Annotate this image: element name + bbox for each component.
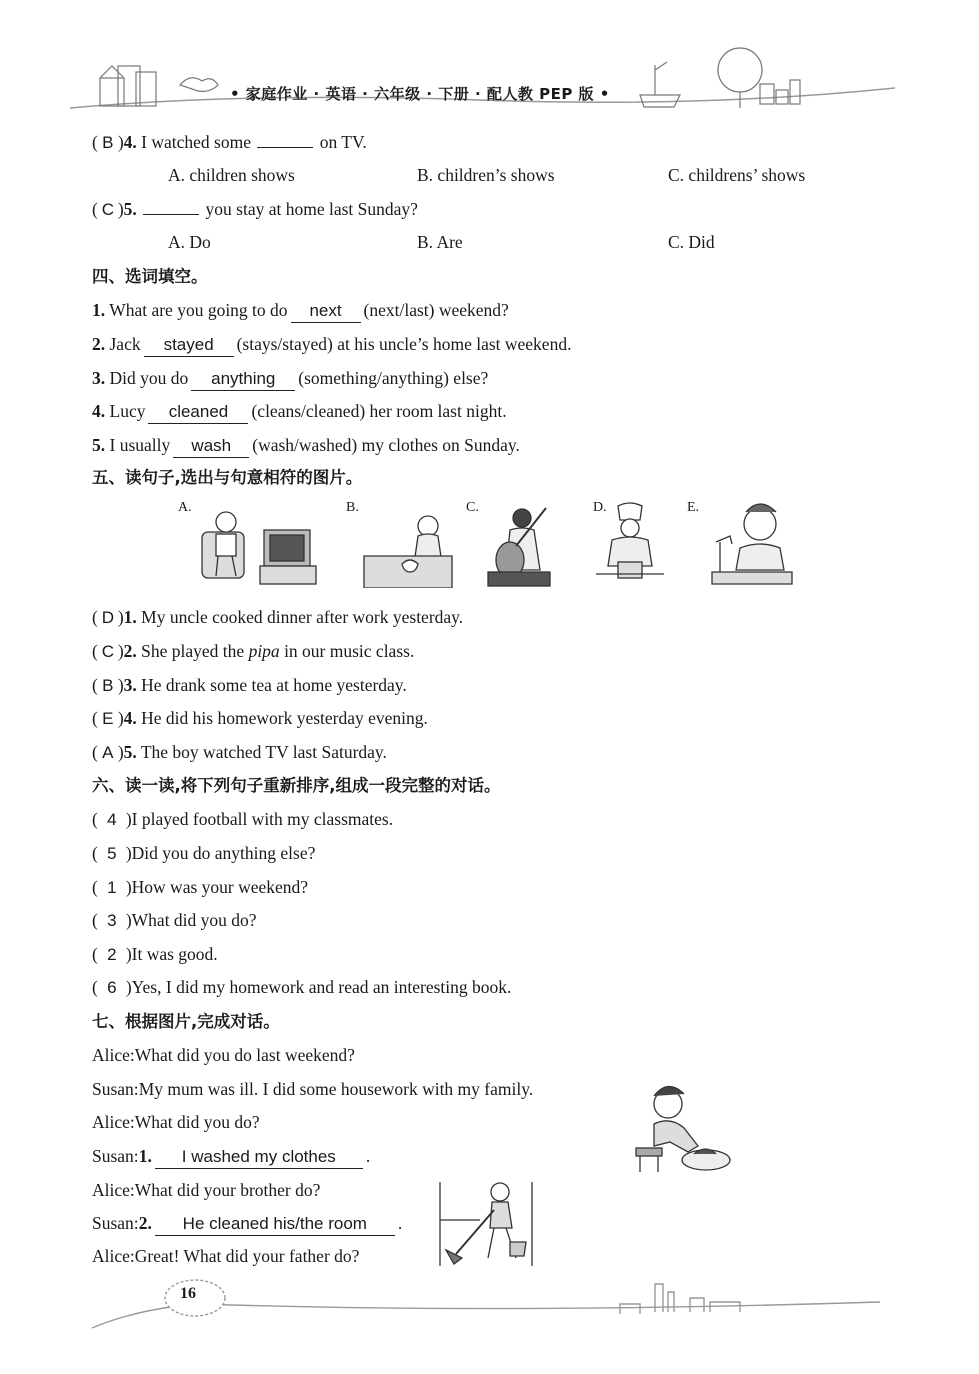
item-text: (wash/washed) my clothes on Sunday. [252,435,520,455]
item-text: He did his homework yesterday evening. [141,708,428,728]
match-item: ( B )3. He drank some tea at home yesterday. [92,668,407,702]
section-title: 六、读一读,将下列句子重新排序,组成一段完整的对话。 [92,776,501,795]
match-item: ( C )2. She played the pipa in our music class. [92,634,414,668]
playing-pipa-picture [486,504,552,588]
match-item: ( E )4. He did his homework yesterday evening. [92,701,428,735]
blank-line [257,125,313,148]
item-text: Did you do anything else? [131,843,316,863]
question-row: ( B )4. I watched some on TV. [92,125,367,159]
dialogue-text: . [397,1213,403,1233]
fill-answer: wash [173,435,249,458]
dialogue-line [92,1072,533,1106]
dialogue-text: What did you do? [134,1112,260,1132]
answer: 5 [107,844,117,863]
item-number: 4. [123,708,137,728]
dialogue-line [92,1139,370,1173]
dialogue-line [92,1206,402,1240]
item-number: 1. [138,1146,152,1166]
speaker: Susan: [92,1146,139,1166]
speaker: Alice: [92,1045,135,1065]
item-number: 1. [123,607,137,627]
order-item: ( 1 )How was your weekend? [92,870,308,904]
order-item: ( 4 )I played football with my classmates. [92,802,393,836]
answer: 4 [107,810,117,829]
answer: A [102,743,114,762]
item-number: 3. [92,368,106,388]
question-text: I watched some [141,132,251,152]
fill-answer: I washed my clothes [155,1146,363,1169]
fill-answer: He cleaned his/the room [155,1213,395,1236]
item-text: I usually [109,435,171,455]
boy-sweeping-picture [436,1180,538,1266]
order-item: ( 6 )Yes, I did my homework and read an interesting book. [92,970,511,1004]
answer: 3 [107,911,117,930]
picture-label: E. [687,500,700,515]
picture-label: D. [593,500,607,515]
option-a: A. children shows [168,165,295,185]
fill-answer: cleaned [148,401,248,424]
item-number: 4. [92,401,106,421]
item-number: 1. [92,300,106,320]
item-text: I played football with my classmates. [131,809,394,829]
fill-item [92,394,507,428]
item-number: 3. [123,675,137,695]
question-number: 4. [123,132,137,152]
section-title: 五、读句子,选出与句意相符的图片。 [92,468,363,487]
doing-homework-picture [710,502,794,588]
item-number: 5. [123,742,137,762]
option-a: A. Do [168,232,211,252]
footer-decoration [0,1268,979,1348]
section-title: 四、选词填空。 [92,267,208,286]
answer: E [102,709,114,728]
fill-answer: next [291,300,361,323]
item-text: The boy watched TV last Saturday. [140,742,387,762]
speaker: Susan: [92,1213,139,1233]
item-text: How was your weekend? [131,877,309,897]
item-text: in our music class. [284,641,415,661]
option-b: B. children’s shows [417,165,555,185]
item-number: 5. [92,435,106,455]
dialogue-text: My mum was ill. I did some housework with my family. [138,1079,534,1099]
dialogue-line [92,1105,260,1139]
item-text: It was good. [131,944,218,964]
dialogue-text: What did you do last weekend? [134,1045,355,1065]
item-text: He drank some tea at home yesterday. [141,675,407,695]
drinking-tea-picture [362,510,454,588]
item-text: (something/anything) else? [298,368,489,388]
dialogue-line [92,1038,355,1072]
option-c: C. childrens’ shows [668,165,806,185]
dialogue-text: What did your brother do? [134,1180,321,1200]
answer: 2 [107,945,117,964]
girl-washing-clothes-picture [632,1084,734,1180]
option-c: C. Did [668,232,715,252]
fill-item [92,428,520,462]
page-number: 16 [180,1285,196,1302]
answer: 6 [107,978,117,997]
speaker: Alice: [92,1180,135,1200]
blank-line [143,192,199,215]
item-text: What are you going to do [109,300,288,320]
item-text: (stays/stayed) at his uncle’s home last weekend. [236,334,572,354]
answer: B [102,676,114,695]
speaker: Alice: [92,1246,135,1266]
item-text-italic: pipa [248,641,280,661]
item-text: She played the [141,641,245,661]
chef-cooking-picture [594,502,666,588]
fill-item [92,327,571,361]
dialogue-text: . [365,1146,371,1166]
header-title: • 家庭作业 · 英语 · 六年级 · 下册 · 配人教 PEP 版 • [230,85,610,103]
dialogue-line [92,1173,320,1207]
section-title: 七、根据图片,完成对话。 [92,1012,280,1031]
order-item: ( 2 )It was good. [92,937,218,971]
fill-item [92,361,488,395]
item-number: 2. [92,334,106,354]
speaker: Alice: [92,1112,135,1132]
option-b: B. Are [417,232,463,252]
question-number: 5. [123,199,137,219]
item-text: Lucy [109,401,146,421]
fill-answer: stayed [144,334,234,357]
speaker: Susan: [92,1079,139,1099]
dialogue-text: Great! What did your father do? [134,1246,360,1266]
answer: D [101,608,114,627]
item-text: (cleans/cleaned) her room last night. [251,401,507,421]
order-item: ( 5 )Did you do anything else? [92,836,315,870]
question-row: ( C )5. you stay at home last Sunday? [92,192,418,226]
picture-label: A. [178,500,192,515]
item-text: Did you do [109,368,189,388]
fill-answer: anything [191,368,295,391]
answer: 1 [107,878,117,897]
match-item: ( D )1. My uncle cooked dinner after work yesterday. [92,600,463,634]
answer: B [102,133,114,152]
item-number: 2. [138,1213,152,1233]
match-item: ( A )5. The boy watched TV last Saturday. [92,735,387,769]
item-text: What did you do? [131,910,257,930]
item-text: Yes, I did my homework and read an interesting book. [131,977,512,997]
item-text: Jack [109,334,141,354]
picture-label: B. [346,500,359,515]
fill-item [92,293,509,327]
question-text: on TV. [319,132,367,152]
question-text: you stay at home last Sunday? [205,199,418,219]
boy-watching-tv-picture [198,504,318,588]
picture-label: C. [466,500,479,515]
item-number: 2. [123,641,137,661]
answer: C [101,642,114,661]
item-text: My uncle cooked dinner after work yesterday. [141,607,464,627]
order-item: ( 3 )What did you do? [92,903,257,937]
answer: C [101,200,114,219]
item-text: (next/last) weekend? [363,300,509,320]
